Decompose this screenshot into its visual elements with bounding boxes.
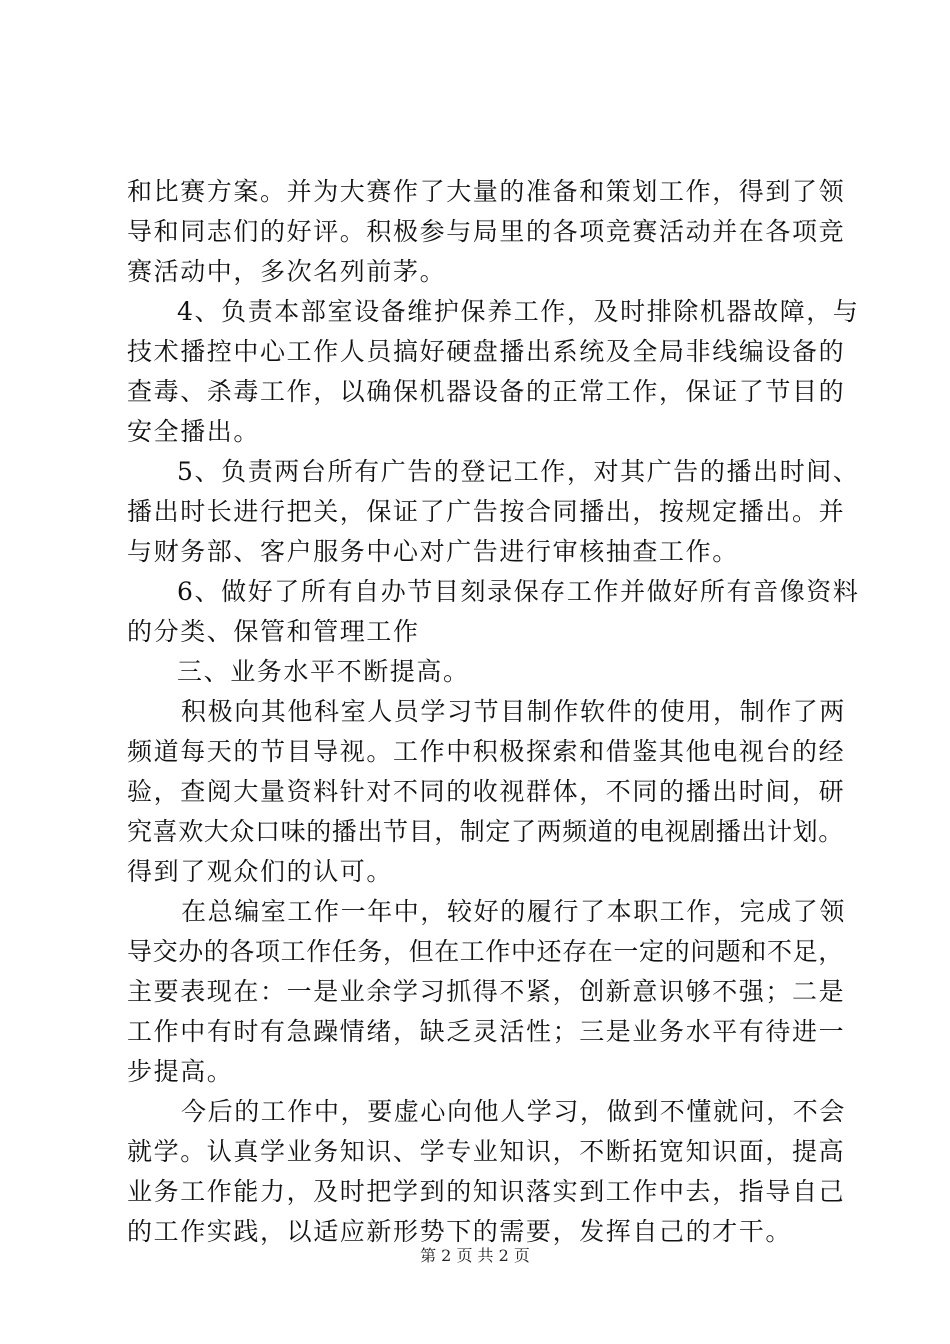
text-line: 赛活动中，多次名列前茅。 (127, 257, 447, 286)
text-line: 今后的工作中，要虚心向他人学习，做到不懂就问，不会 (181, 1097, 847, 1126)
text-line: 5、负责两台所有广告的登记工作，对其广告的播出时间、 (177, 457, 860, 486)
page-number: 第 2 页 共 2 页 (420, 1246, 530, 1265)
text-line: 导和同志们的好评。积极参与局里的各项竞赛活动并在各项竞 (127, 217, 846, 246)
text-line: 的工作实践，以适应新形势下的需要，发挥自己的才干。 (127, 1217, 793, 1246)
text-line: 业务工作能力，及时把学到的知识落实到工作中去，指导自己 (127, 1177, 846, 1206)
text-line: 技术播控中心工作人员搞好硬盘播出系统及全局非线编设备的 (127, 337, 846, 366)
text-line: 得到了观众们的认可。 (127, 857, 394, 886)
text-line: 4、负责本部室设备维护保养工作，及时排除机器故障，与 (177, 297, 860, 326)
text-line: 查毒、杀毒工作，以确保机器设备的正常工作，保证了节目的 (127, 377, 846, 406)
text-line: 在总编室工作一年中，较好的履行了本职工作，完成了领 (181, 897, 847, 926)
text-line: 步提高。 (127, 1057, 234, 1086)
text-line: 和比赛方案。并为大赛作了大量的准备和策划工作，得到了领 (127, 177, 846, 206)
text-line: 与财务部、客户服务中心对广告进行审核抽查工作。 (127, 537, 739, 566)
text-line: 频道每天的节目导视。工作中积极探索和借鉴其他电视台的经 (127, 737, 846, 766)
section-heading: 三、业务水平不断提高。 (177, 657, 470, 686)
text-line: 主要表现在：一是业余学习抓得不紧，创新意识够不强；二是 (127, 977, 846, 1006)
text-line: 导交办的各项工作任务，但在工作中还存在一定的问题和不足， (127, 937, 844, 966)
text-line: 究喜欢大众口味的播出节目，制定了两频道的电视剧播出计划。 (127, 817, 844, 846)
text-line: 积极向其他科室人员学习节目制作软件的使用，制作了两 (181, 697, 847, 726)
text-line: 就学。认真学业务知识、学专业知识，不断拓宽知识面，提高 (127, 1137, 846, 1166)
text-line: 的分类、保管和管理工作 (127, 617, 420, 646)
text-line: 验，查阅大量资料针对不同的收视群体，不同的播出时间，研 (127, 777, 846, 806)
text-line: 安全播出。 (127, 417, 261, 446)
text-line: 6、做好了所有自办节目刻录保存工作并做好所有音像资料 (177, 577, 860, 606)
text-line: 工作中有时有急躁情绪，缺乏灵活性；三是业务水平有待进一 (127, 1017, 846, 1046)
text-line: 播出时长进行把关，保证了广告按合同播出，按规定播出。并 (127, 497, 846, 526)
